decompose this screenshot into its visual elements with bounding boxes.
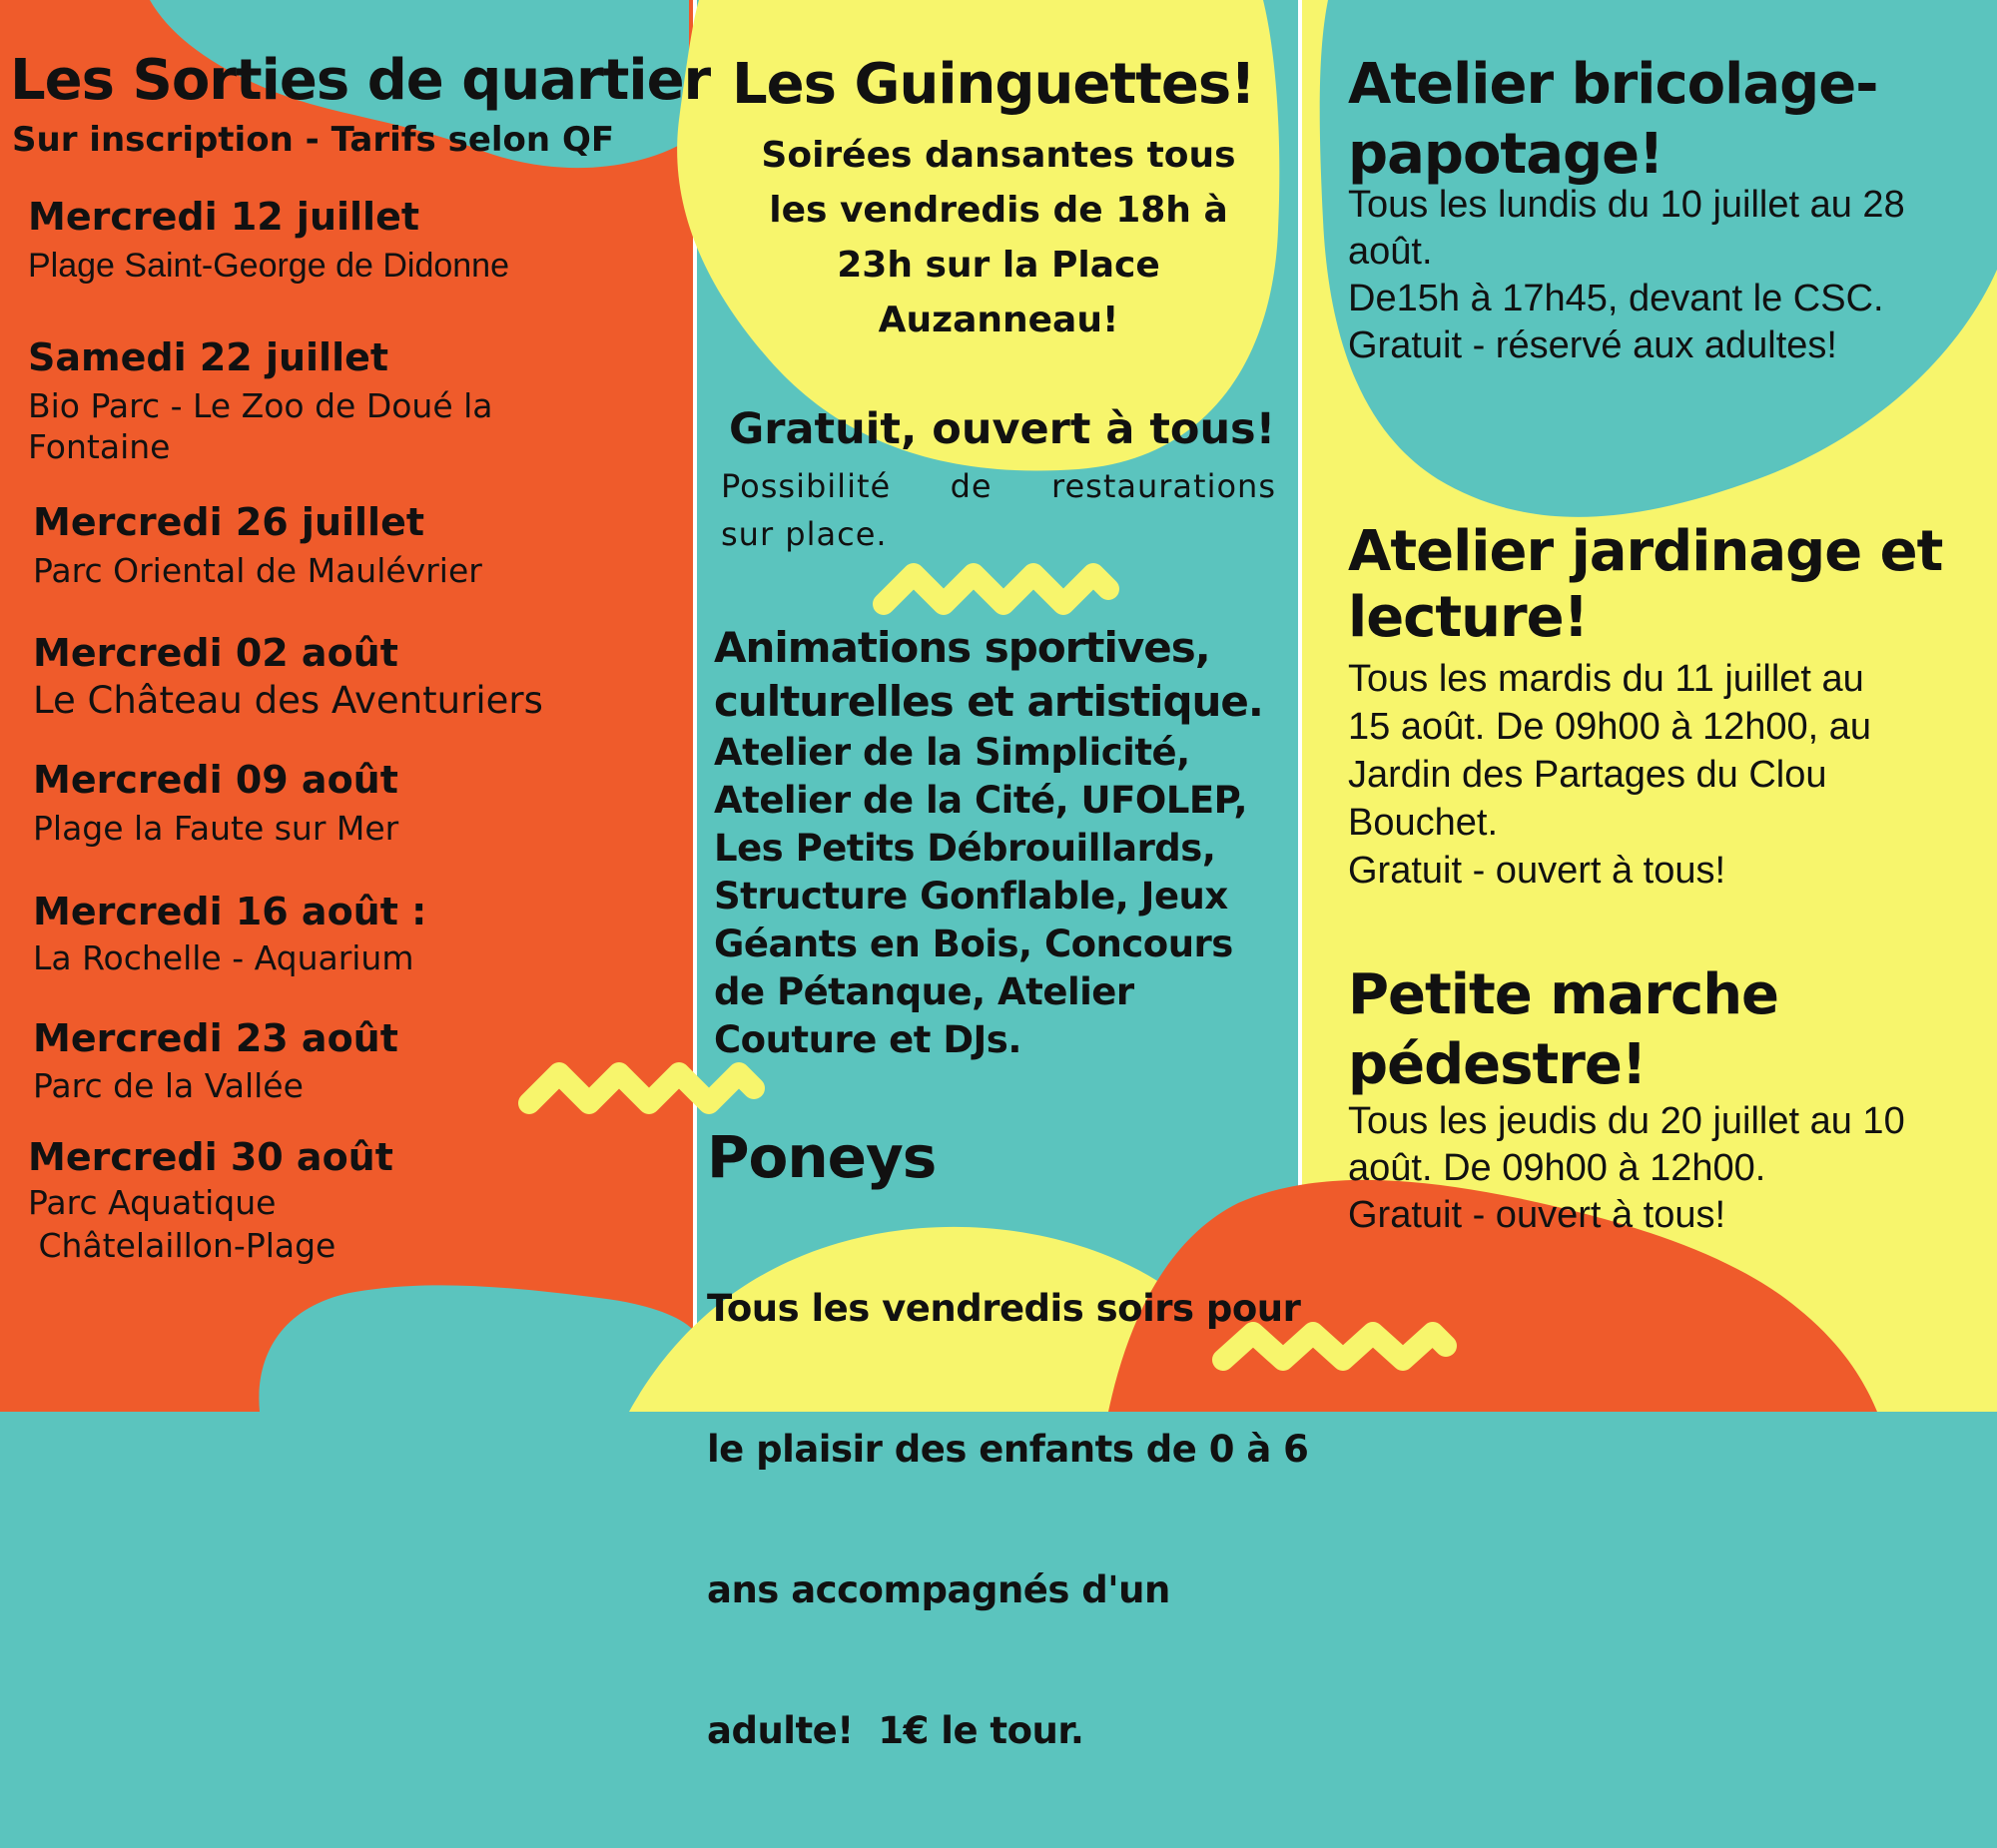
poneys-line: le plaisir des enfants de 0 à 6 (707, 1428, 1309, 1471)
animations-line: Atelier de la Simplicité, (714, 731, 1190, 774)
outing-6-place: La Rochelle - Aquarium (33, 938, 414, 977)
jardinage-text (1348, 655, 1871, 895)
poneys-line: adulte! 1€ le tour. (707, 1709, 1084, 1752)
animations-line: Géants en Bois, Concours (714, 923, 1233, 965)
outing-8-place-line2: Châtelaillon-Plage (28, 1226, 336, 1265)
marche-line: Gratuit - ouvert à tous! (1348, 1194, 1726, 1236)
outing-2-place-line1: Bio Parc - Le Zoo de Doué la (28, 386, 493, 425)
bricolage-heading-line: Atelier bricolage- (1348, 52, 1878, 117)
outing-7-date: Mercredi 23 août (33, 1016, 398, 1060)
animations-line: de Pétanque, Atelier (714, 970, 1134, 1013)
outing-1-place: Plage Saint-George de Didonne (28, 247, 509, 285)
jardinage-line: Tous les mardis du 11 juillet au (1348, 658, 1864, 700)
poneys-text (707, 1191, 1308, 1848)
jardinage-heading (1348, 519, 1942, 651)
outing-2-place-line2: Fontaine (28, 427, 171, 466)
poneys-line: ans accompagnés d'un (707, 1568, 1170, 1611)
restauration-line-2: sur place. (721, 515, 888, 553)
guinguettes-title: Les Guinguettes! (732, 52, 1255, 117)
marche-heading-line: Petite marche (1348, 962, 1779, 1027)
poneys-line: Tous les vendredis soirs pour (707, 1287, 1301, 1330)
jardinage-line: 15 août. De 09h00 à 12h00, au (1348, 706, 1872, 748)
bricolage-line: De15h à 17h45, devant le CSC. (1348, 278, 1884, 319)
outing-3-date: Mercredi 26 juillet (33, 500, 425, 544)
animations-line: Atelier de la Cité, UFOLEP, (714, 779, 1248, 822)
guinguettes-text (699, 128, 1298, 347)
outing-2-date: Samedi 22 juillet (28, 335, 389, 379)
animations-heading-line: culturelles et artistique. (714, 677, 1263, 726)
jardinage-line: Bouchet. (1348, 802, 1498, 844)
outing-8-date: Mercredi 30 août (28, 1135, 393, 1179)
outing-3-place: Parc Oriental de Maulévrier (33, 551, 482, 590)
animations-heading-line: Animations sportives, (714, 623, 1210, 672)
jardinage-line: Jardin des Partages du Clou (1348, 754, 1827, 796)
bricolage-heading (1348, 50, 1877, 190)
zigzag-left-bottom (529, 1073, 754, 1103)
sorties-subtitle: Sur inscription - Tarifs selon QF (12, 120, 615, 160)
marche-text (1348, 1098, 1905, 1239)
guinguettes-line: Soirées dansantes tous (761, 135, 1236, 176)
jardinage-heading-line: lecture! (1348, 585, 1589, 650)
outing-4-date: Mercredi 02 août (33, 631, 398, 675)
outing-6-date: Mercredi 16 août : (33, 890, 427, 933)
animations-line: Structure Gonflable, Jeux (714, 875, 1228, 918)
outing-4-place: Le Château des Aventuriers (33, 679, 543, 722)
jardinage-line: Gratuit - ouvert à tous! (1348, 850, 1726, 892)
outing-5-place: Plage la Faute sur Mer (33, 809, 399, 848)
bricolage-line: août. (1348, 231, 1433, 273)
marche-line: août. De 09h00 à 12h00. (1348, 1147, 1766, 1189)
zigzag-middle-top (884, 574, 1108, 604)
marche-heading-line: pédestre! (1348, 1032, 1647, 1097)
marche-heading (1348, 960, 1778, 1100)
outing-5-date: Mercredi 09 août (33, 758, 398, 802)
poneys-title: Poneys (707, 1123, 937, 1191)
jardinage-heading-line: Atelier jardinage et (1348, 519, 1943, 584)
teal-blob-bottom-left (259, 1285, 699, 1412)
guinguettes-line: Auzanneau! (878, 300, 1119, 340)
sorties-title: Les Sorties de quartier (10, 48, 711, 113)
gratuit-heading: Gratuit, ouvert à tous! (729, 404, 1276, 454)
bricolage-text (1348, 182, 1905, 369)
bricolage-line: Tous les lundis du 10 juillet au 28 (1348, 184, 1905, 226)
animations-line: Couture et DJs. (714, 1018, 1021, 1061)
guinguettes-line: les vendredis de 18h à (769, 190, 1228, 231)
outing-7-place: Parc de la Vallée (33, 1066, 304, 1105)
guinguettes-line: 23h sur la Place (837, 245, 1160, 286)
marche-line: Tous les jeudis du 20 juillet au 10 (1348, 1100, 1905, 1142)
animations-heading (714, 621, 1263, 729)
animations-line: Les Petits Débrouillards, (714, 827, 1216, 870)
bricolage-line: Gratuit - réservé aux adultes! (1348, 324, 1837, 366)
restauration-line-1: Possibilité de restaurations (721, 467, 1276, 505)
animations-list (714, 729, 1247, 1064)
bricolage-heading-line: papotage! (1348, 122, 1664, 187)
outing-1-date: Mercredi 12 juillet (28, 195, 420, 239)
outing-8-place-line1: Parc Aquatique (28, 1183, 277, 1222)
